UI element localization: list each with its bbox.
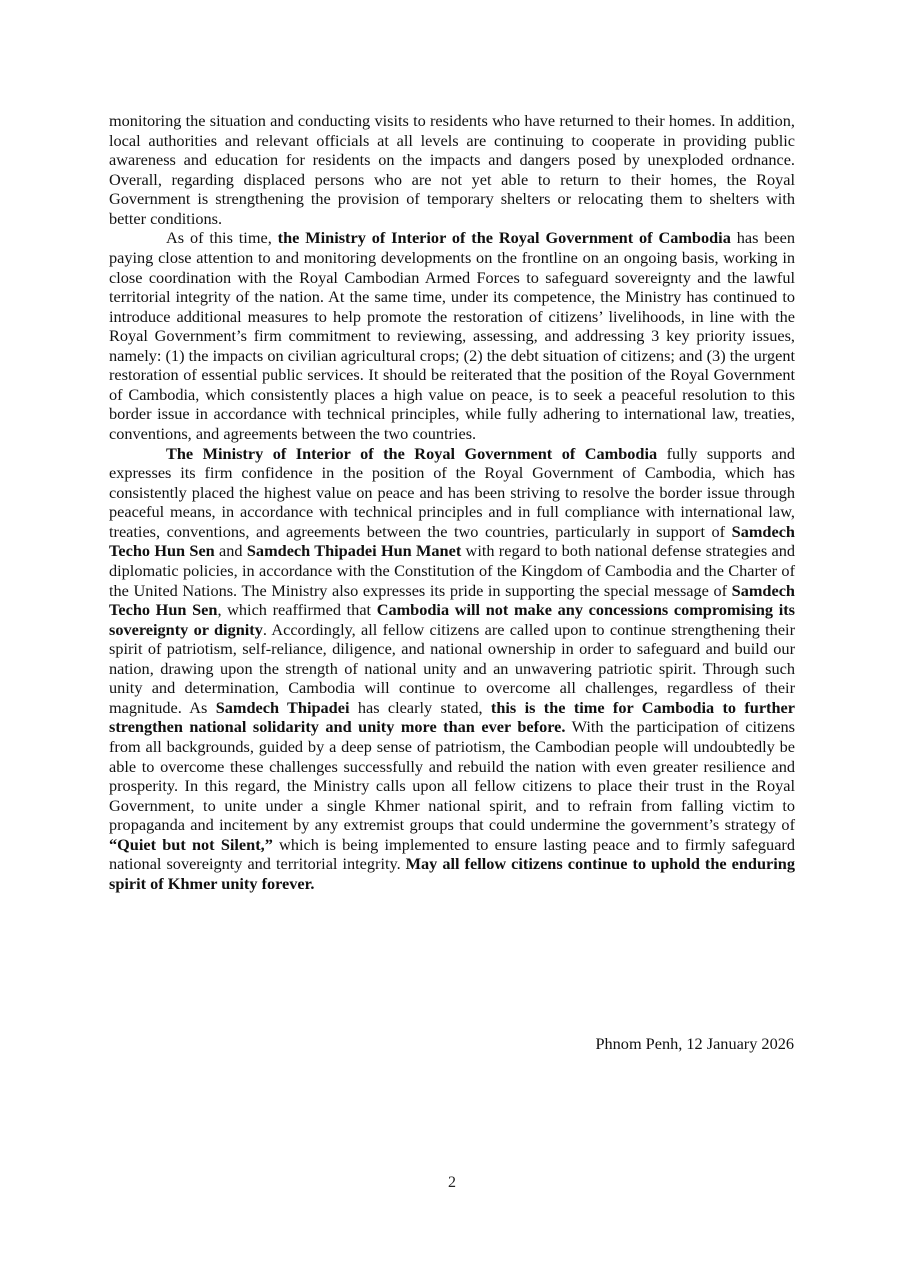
bold-text-run: Samdech Thipadei	[215, 697, 350, 717]
body-paragraph	[109, 111, 795, 228]
text-run: which is being implemented to ensure lasting peace and to firmly safeguard national sovereignty and territorial integrity.	[109, 834, 795, 874]
text-run: has been paying close attention to and monitoring developments on the frontline on an ongoing basis, working in close coordination with the Royal Cambodian Armed Forces to safeguard sovereignty and the lawful territorial integrity of the nation. At the same time, under its competence, the Ministry has continued to introduce additional measures to help promote the restoration of citizens’ livelihoods, in line with the Royal Government’s firm commitment to reviewing, assessing, and addressing 3 key priority issues, namely: (1) the impacts on civilian agricultural crops; (2) the debt situation of citizens; and (3) the urgent restoration of essential public services. It should be reiterated that the position of the Royal Government of Cambodia, which consistently places a high value on peace, is to seek a peaceful resolution to this border issue in accordance with technical principles, while fully adhering to international law, treaties, conventions, and agreements between the two countries.	[109, 228, 796, 443]
bold-text-run: The Ministry of Interior of the Royal Government of Cambodia	[166, 443, 658, 463]
bold-text-run: Samdech Thipadei Hun Manet	[246, 541, 462, 561]
bold-text-run: this is the time for Cambodia to further strengthen national solidarity and unity more than ever before.	[109, 697, 795, 737]
text-run: . Accordingly, all fellow citizens are called upon to continue strengthening their spirit of patriotism, self-reliance, diligence, and national ownership in order to safeguard and build our nation, drawing upon the strength of national unity and an unwavering patriotic spirit. Through such unity and determination, Cambodia will continue to overcome all challenges, regardless of their magnitude. As	[109, 619, 795, 717]
place-date-signoff: Phnom Penh, 12 January 2026	[595, 1034, 794, 1053]
text-run: monitoring the situation and conducting visits to residents who have returned to their homes. In addition, local authorities and relevant officials at all levels are continuing to cooperate in providing public awareness and education for residents on the impacts and dangers posed by unexploded ordnance. Overall, regarding displaced persons who are not yet able to return to their homes, the Royal Government is strengthening the provision of temporary shelters or relocating them to shelters with better conditions.	[109, 111, 795, 228]
text-run: has clearly stated,	[349, 697, 491, 717]
bold-text-run: Samdech Techo Hun Sen	[109, 580, 795, 620]
text-run: As of this time,	[166, 228, 278, 248]
bold-text-run: Samdech Techo Hun Sen	[109, 521, 795, 561]
text-run: and	[214, 541, 247, 561]
document-body	[109, 111, 795, 894]
text-run: , which reaffirmed that	[217, 600, 377, 620]
bold-text-run: “Quiet but not Silent,”	[109, 834, 273, 854]
text-run: with regard to both national defense strategies and diplomatic policies, in accordance with the Constitution of the Kingdom of Cambodia and the Charter of the United Nations. The Ministry also expresses its pride in supporting the special message of	[109, 541, 795, 600]
body-paragraph	[109, 444, 795, 894]
text-run: fully supports and expresses its firm confidence in the position of the Royal Government of Cambodia, which has consistently placed the highest value on peace and has been striving to resolve the border issue through peaceful means, in accordance with technical principles and in full compliance with international law, treaties, conventions, and agreements between the two countries, particularly in support of	[109, 443, 795, 541]
bold-text-run: the Ministry of Interior of the Royal Government of Cambodia	[277, 228, 731, 248]
page-number: 2	[448, 1174, 456, 1191]
text-run: With the participation of citizens from all backgrounds, guided by a deep sense of patriotism, the Cambodian people will undoubtedly be able to overcome these challenges successfully and rebuild the nation with even greater resilience and prosperity. In this regard, the Ministry calls upon all fellow citizens to place their trust in the Royal Government, to unite under a single Khmer national spirit, and to refrain from falling victim to propaganda and incitement by any extremist groups that could undermine the government’s strategy of	[109, 717, 795, 835]
body-paragraph	[109, 228, 795, 443]
bold-text-run: May all fellow citizens continue to uphold the enduring spirit of Khmer unity forever.	[109, 854, 795, 893]
bold-text-run: Cambodia will not make any concessions compromising its sovereignty or dignity	[109, 600, 795, 639]
